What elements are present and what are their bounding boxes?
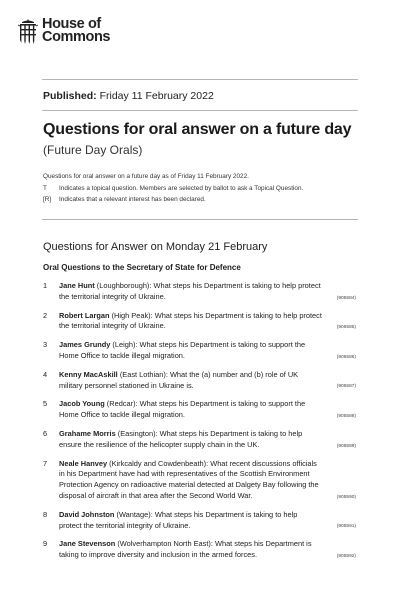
constituency: (Kirkcaldy and Cowdenbeath):: [109, 458, 209, 468]
question-number: 9: [43, 539, 48, 549]
logo-wordmark: [42, 18, 110, 44]
question-reference: (905584): [336, 295, 356, 301]
member-name: Kenny MacAskill: [59, 369, 118, 379]
question-reference: (905588): [336, 413, 356, 419]
question-reference: (905586): [336, 354, 356, 360]
question-text: What steps his Department is taking to help protect the territorial integrity of Ukraine.: [59, 281, 321, 301]
department-heading: Oral Questions to the Secretary of State for Defence: [43, 263, 241, 272]
key-text: Indicates a topical question. Members are selected by ballot to ask a Topical Question.: [59, 184, 304, 192]
logo-line-1: House of: [42, 16, 101, 32]
question-reference: (905590): [336, 494, 356, 500]
page-title: Questions for oral answer on a future day: [43, 121, 352, 138]
question-body: [59, 370, 356, 392]
constituency: (High Peak):: [111, 310, 153, 320]
constituency: (Easington):: [117, 428, 158, 438]
question-text: What recent discussions officials in his Department have had with representatives of the Scottish Environment Protection Agency on radioactive material detected at Dalgety Bay following the disposal of aircraft in that area after the Second World War.: [59, 458, 319, 500]
question-item: [43, 459, 356, 502]
member-name: David Johnston: [59, 509, 115, 519]
constituency: (Wolverhampton North East):: [117, 539, 213, 549]
question-text: What steps his Department is taking to help ensure the resilience of the helicopter supply chain in the UK.: [59, 428, 303, 449]
member-name: Jacob Young: [59, 399, 105, 409]
question-body: [59, 429, 356, 451]
question-text: What steps his Department is taking to help protect the territorial integrity of Ukraine.: [59, 310, 322, 331]
constituency: (Redcar):: [106, 399, 138, 409]
question-reference: (905587): [336, 384, 356, 390]
question-item: [43, 281, 356, 303]
question-item: [43, 510, 356, 532]
question-number: 2: [43, 310, 48, 320]
question-number: 6: [43, 428, 48, 438]
question-reference: (905589): [336, 443, 356, 449]
question-reference: (905591): [336, 524, 356, 530]
key-row: [43, 183, 303, 195]
published-date: Friday 11 February 2022: [99, 90, 214, 102]
question-number: 4: [43, 369, 48, 379]
question-text: What steps his Department is taking to support the Home Office to tackle illegal migration.: [59, 340, 306, 360]
logo-line-2: Commons: [42, 29, 111, 45]
published-line: [43, 90, 214, 102]
constituency: (Leigh):: [112, 340, 138, 350]
divider: [42, 219, 358, 220]
question-item: [43, 539, 356, 561]
question-body: [59, 311, 356, 333]
question-body: [59, 399, 356, 421]
member-name: Jane Stevenson: [59, 539, 116, 549]
key-symbol: T: [43, 184, 47, 192]
question-reference: (905592): [336, 553, 356, 559]
question-body: [59, 459, 356, 502]
member-name: Jane Hunt: [59, 281, 95, 290]
key-text: Indicates that a relevant interest has been declared.: [59, 196, 206, 203]
question-number: 5: [43, 399, 48, 409]
constituency: (Loughborough):: [96, 281, 152, 290]
question-text: What steps his Department is taking to support the Home Office to tackle illegal migration.: [59, 399, 306, 420]
question-body: [59, 281, 356, 303]
question-item: [43, 311, 356, 333]
question-number: 1: [43, 281, 48, 290]
question-body: [59, 510, 356, 532]
page-subtitle: (Future Day Orals): [43, 143, 143, 157]
member-name: Neale Hanvey: [59, 458, 108, 468]
key-row: [43, 194, 303, 206]
question-item: [43, 429, 356, 451]
question-reference: (905585): [336, 325, 356, 331]
member-name: Robert Largan: [59, 310, 110, 320]
house-of-commons-logo: [18, 18, 110, 45]
key-symbol: [R]: [43, 196, 52, 203]
constituency: (East Lothian):: [119, 369, 168, 379]
answer-heading: Questions for Answer on Monday 21 February: [43, 241, 268, 253]
question-text: What steps his Department is taking to improve diversity and inclusion in the armed forces.: [59, 539, 312, 560]
portcullis-icon: [18, 19, 38, 45]
question-number: 8: [43, 509, 48, 519]
question-text: What the (a) number and (b) role of UK military personnel stationed in Ukraine is.: [59, 369, 299, 390]
question-number: 7: [43, 458, 48, 468]
published-label: Published:: [43, 90, 97, 102]
divider: [42, 110, 358, 111]
intro-block: [43, 171, 303, 206]
question-item: [43, 340, 356, 362]
question-number: 3: [43, 340, 48, 350]
constituency: (Wantage):: [116, 509, 153, 519]
divider: [42, 79, 358, 80]
questions-list: [43, 281, 356, 561]
question-body: [59, 340, 356, 362]
question-item: [43, 399, 356, 421]
question-item: [43, 370, 356, 392]
member-name: Grahame Morris: [59, 428, 116, 438]
member-name: James Grundy: [59, 340, 111, 350]
question-body: [59, 539, 356, 561]
question-text: What steps his Department is taking to help protect the territorial integrity of Ukraine.: [59, 509, 298, 530]
intro-line: Questions for oral answer on a future day as of Friday 11 February 2022.: [43, 173, 249, 180]
